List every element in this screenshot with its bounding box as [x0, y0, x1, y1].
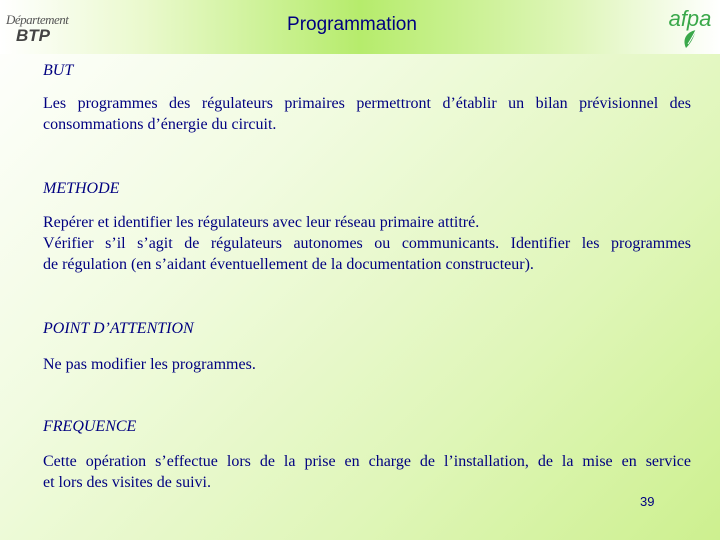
section-heading-but: BUT: [43, 62, 74, 79]
logo-small-text: Département: [6, 12, 69, 27]
section-heading-methode: METHODE: [43, 180, 120, 197]
body-line: et lors des visites de suivi.: [43, 474, 211, 491]
body-line: Vérifier s’il s’agit de régulateurs autonomes ou communicants. Identifier les programmes: [43, 235, 691, 252]
body-line: de régulation (en s’aidant éventuellement de la documentation constructeur).: [43, 256, 534, 273]
body-line: Repérer et identifier les régulateurs avec leur réseau primaire attitré.: [43, 214, 480, 231]
logo-big-text: BTP: [16, 26, 50, 45]
page-number: 39: [640, 494, 655, 509]
afpa-logo-icon: [664, 4, 716, 50]
afpa-logo-text: afpa: [668, 6, 712, 31]
section-heading-point-attention: POINT D’ATTENTION: [43, 320, 194, 337]
section-body-but: [43, 93, 691, 135]
section-body-methode: [43, 212, 691, 275]
section-body-point-attention: [43, 354, 691, 375]
page-title: Programmation: [287, 14, 417, 35]
body-line: Ne pas modifier les programmes.: [43, 356, 256, 373]
body-line: Cette opération s’effectue lors de la prise en charge de l’installation, de la mise en service: [43, 453, 691, 470]
body-line: Les programmes des régulateurs primaires permettront d’établir un bilan prévisionnel des: [43, 95, 691, 112]
section-heading-frequence: FREQUENCE: [43, 418, 137, 435]
body-line: consommations d’énergie du circuit.: [43, 116, 277, 133]
section-body-frequence: [43, 451, 691, 493]
